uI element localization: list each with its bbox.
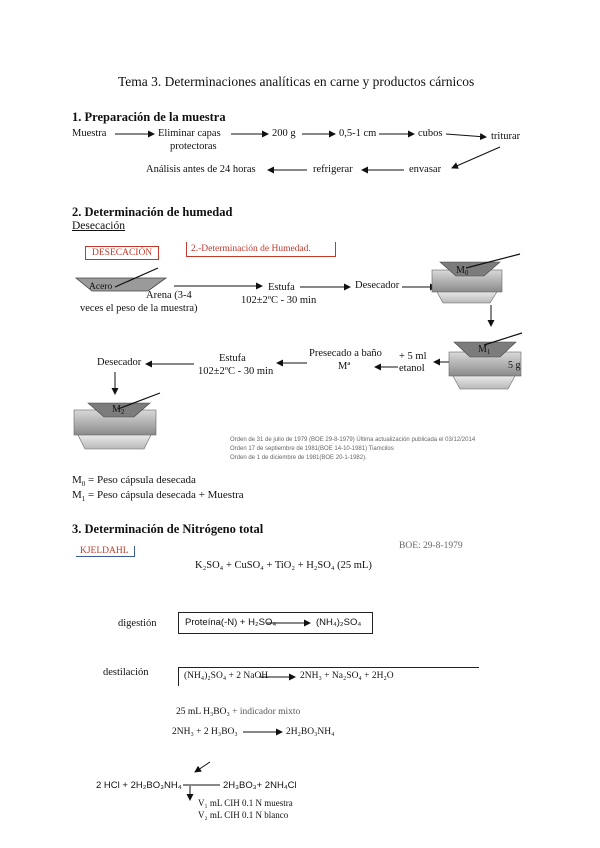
kjeldahl-label: KJELDAHL bbox=[76, 546, 135, 557]
svg-text:M0: $M_0$ bbox=[456, 265, 469, 277]
scale-m1 bbox=[449, 333, 522, 389]
scale-m0 bbox=[432, 254, 520, 303]
flow-200g: 200 g bbox=[272, 128, 296, 139]
destilacion-label: destilación bbox=[103, 667, 149, 678]
digestion-eq-right: (NH₄)₂SO₄ bbox=[316, 617, 362, 628]
scale-m2 bbox=[74, 393, 160, 449]
boe-ref: BOE: 29-8-1979 bbox=[399, 541, 463, 551]
section3-heading: 3. Determinación de Nitrógeno total bbox=[72, 522, 264, 536]
destilacion-eq-right: 2NH₃ + Na₂SO₄ + 2H₂O bbox=[300, 671, 394, 681]
digestion-label: digestión bbox=[118, 618, 157, 629]
estufa-2-cond: 102±2ºC - 30 min bbox=[198, 366, 274, 377]
boe-line-2: Orden 17 de septiembre de 1981(BOE 14-10-1981) Tiamcilos bbox=[230, 446, 394, 452]
ammonia-eq-left: 2NH₃ + 2 H₃BO₃ bbox=[172, 727, 238, 737]
flow-triturar: triturar bbox=[491, 131, 521, 142]
etanol: etanol bbox=[399, 363, 425, 374]
desecacion-label: DESECACIÓN bbox=[85, 246, 159, 260]
section1-arrows bbox=[115, 134, 500, 170]
plus-5ml: + 5 ml bbox=[399, 351, 427, 362]
section2-subheading: Desecación bbox=[72, 220, 125, 232]
estufa-1: Estufa bbox=[268, 282, 295, 293]
titration-right: 2H₃BO₃+ 2NH₄Cl bbox=[223, 780, 297, 791]
desecador-1: Desecador bbox=[355, 280, 400, 291]
svg-text:M2: $M_2$ bbox=[112, 404, 125, 416]
five-g: 5 g bbox=[508, 360, 521, 371]
reagents: K₂SO₄ + CuSO₄ + TiO₂ + H₂SO₄ (25 mL) bbox=[195, 560, 372, 571]
flow-protectoras: protectoras bbox=[170, 141, 217, 152]
digestion-eq-left: Proteína(-N) + H₂SO₄ bbox=[185, 617, 277, 628]
arrow-cubos-triturar bbox=[446, 134, 486, 137]
presecado-line1: Presecado a baño bbox=[309, 348, 382, 359]
section2-heading: 2. Determinación de humedad bbox=[72, 205, 233, 219]
flow-analisis: Análisis antes de 24 horas bbox=[146, 164, 256, 175]
definition-m1: $M_1$ = Peso cápsula desecada + Muestra bbox=[72, 489, 244, 504]
destilacion-eq-left: (NH₄)₂SO₄ + 2 NaOH bbox=[184, 671, 269, 681]
page-title: Tema 3. Determinaciones analíticas en carne y productos cárnicos bbox=[118, 74, 475, 89]
section2-arrows bbox=[115, 286, 491, 394]
flow-envasar: envasar bbox=[409, 164, 442, 175]
flow-refrigerar: refrigerar bbox=[313, 164, 353, 175]
definition-m0: $M_0$ = Peso cápsula desecada bbox=[72, 474, 196, 489]
presecado-line2: Mª bbox=[338, 361, 351, 372]
flow-eliminar: Eliminar capas bbox=[158, 128, 221, 139]
ammonia-eq-right: 2H₂BO₃NH₄ bbox=[286, 727, 335, 737]
arrow-titration-in bbox=[195, 762, 210, 772]
section3-arrows bbox=[183, 623, 310, 800]
section1-heading: 1. Preparación de la muestra bbox=[72, 110, 226, 124]
determinacion-label: 2.-Determinación de Humedad. bbox=[186, 242, 336, 257]
boric-line: 25 mL H₃BO₃ + indicador mixto bbox=[176, 707, 301, 717]
boe-line-1: Orden de 31 de julio de 1979 (BOE 29-8-1979) Última actualización publicada el 03/12/2014 bbox=[230, 437, 476, 443]
titration-left: 2 HCl + 2H₂BO₃NH₄ bbox=[96, 780, 182, 791]
estufa-1-cond: 102±2ºC - 30 min bbox=[241, 295, 317, 306]
arrow-triturar-envasar bbox=[452, 147, 500, 168]
flow-cm: 0,5-1 cm bbox=[339, 128, 377, 139]
boe-line-3: Orden de 1 de diciembre de 1981(BOE 20-1-1982). bbox=[230, 455, 367, 461]
flow-cubos: cubos bbox=[418, 128, 443, 139]
v1-line: V₁ mL CIH 0.1 N muestra bbox=[198, 798, 293, 808]
svg-text:M1: $M_1$ bbox=[478, 344, 491, 356]
flow-muestra: Muestra bbox=[72, 128, 107, 139]
acero-label: Acero bbox=[89, 282, 113, 292]
arena-line2: veces el peso de la muestra) bbox=[80, 303, 198, 314]
acero-tray bbox=[76, 268, 166, 292]
arena-line1: Arena (3-4 bbox=[146, 290, 192, 301]
desecador-2: Desecador bbox=[97, 357, 142, 368]
estufa-2: Estufa bbox=[219, 353, 246, 364]
v2-line: V₂ mL CIH 0.1 N blanco bbox=[198, 810, 289, 820]
